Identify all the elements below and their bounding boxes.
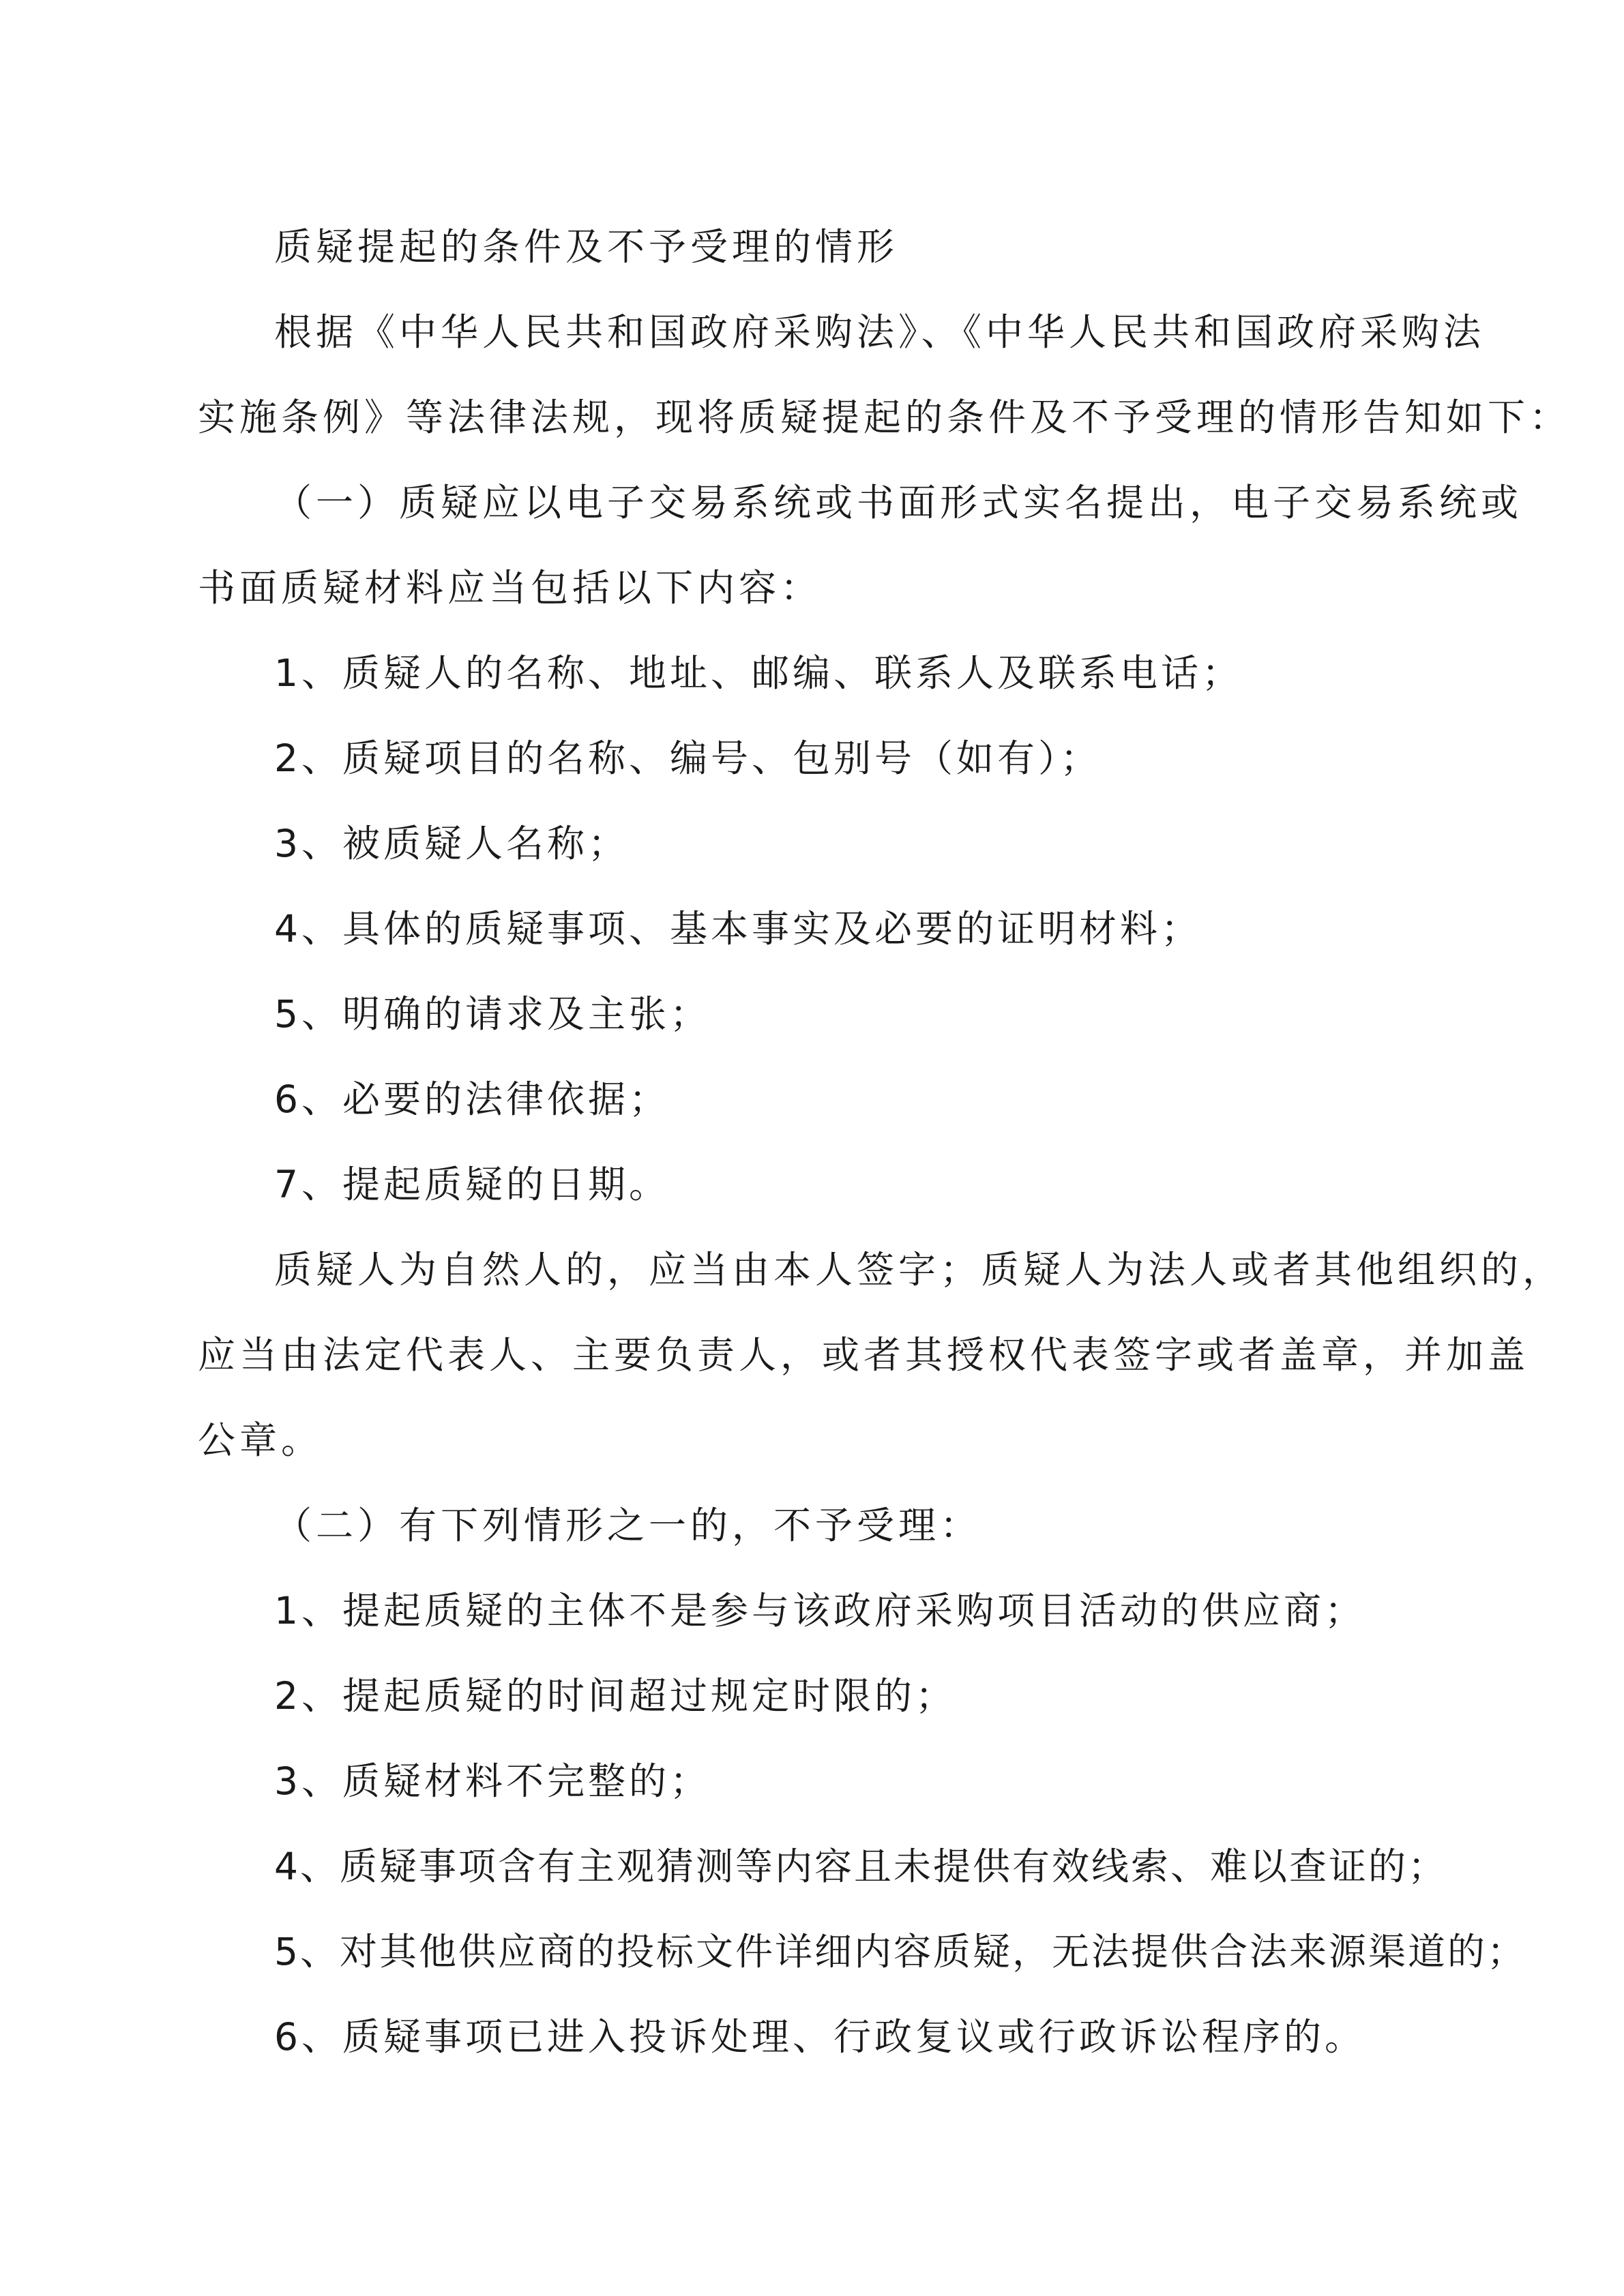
signature-line-2: 应当由法定代表人、主要负责人，或者其授权代表签字或者盖章，并加盖 bbox=[198, 1333, 1530, 1377]
section1-line-1: （一）质疑应以电子交易系统或书面形式实名提出，电子交易系统或 bbox=[274, 481, 1523, 524]
document-body bbox=[198, 205, 1571, 2080]
section2-item-6: 6、质疑事项已进入投诉处理、行政复议或行政诉讼程序的。 bbox=[274, 2015, 1365, 2059]
section1-item-2: 2、质疑项目的名称、编号、包别号（如有）； bbox=[274, 736, 1102, 780]
intro-line-2: 实施条例》等法律法规，现将质疑提起的条件及不予受理的情形告知如下： bbox=[198, 396, 1571, 439]
signature-line-3: 公章。 bbox=[198, 1418, 323, 1462]
section2-item-4: 4、质疑事项含有主观猜测等内容且未提供有效线索、难以查证的； bbox=[274, 1845, 1447, 1888]
section1-item-1: 1、质疑人的名称、地址、邮编、联系人及联系电话； bbox=[274, 651, 1243, 695]
intro-line-1: 根据《中华人民共和国政府采购法》、《中华人民共和国政府采购法 bbox=[274, 310, 1486, 354]
section1-item-3: 3、被质疑人名称； bbox=[274, 822, 629, 865]
section1-item-6: 6、必要的法律依据； bbox=[274, 1077, 670, 1121]
section2-item-3: 3、质疑材料不完整的； bbox=[274, 1759, 711, 1803]
section2-item-5: 5、对其他供应商的投标文件详细内容质疑，无法提供合法来源渠道的； bbox=[274, 1930, 1526, 1973]
section1-item-5: 5、明确的请求及主张； bbox=[274, 992, 711, 1036]
signature-line-1: 质疑人为自然人的，应当由本人签字；质疑人为法人或者其他组织的， bbox=[274, 1248, 1565, 1292]
section2-heading: （二）有下列情形之一的，不予受理： bbox=[274, 1504, 982, 1547]
document-heading: 质疑提起的条件及不予受理的情形 bbox=[274, 225, 899, 269]
section1-item-4: 4、具体的质疑事项、基本事实及必要的证明材料； bbox=[274, 907, 1202, 951]
section2-item-2: 2、提起质疑的时间超过规定时限的； bbox=[274, 1674, 956, 1718]
section2-item-1: 1、提起质疑的主体不是参与该政府采购项目活动的供应商； bbox=[274, 1589, 1365, 1632]
section1-line-2: 书面质疑材料应当包括以下内容： bbox=[198, 566, 823, 610]
section1-item-7: 7、提起质疑的日期。 bbox=[274, 1163, 670, 1206]
